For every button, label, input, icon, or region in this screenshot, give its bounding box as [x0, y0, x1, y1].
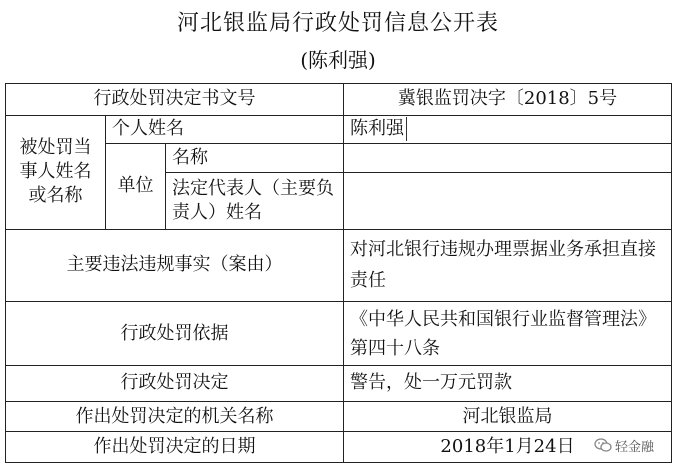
- unit-name-label: 名称: [166, 144, 344, 173]
- party-label: 被处罚当事人姓名或名称: [6, 115, 106, 229]
- page-title: 河北银监局行政处罚信息公开表: [176, 11, 499, 36]
- person-name-cell: [344, 115, 672, 144]
- decision-value: 警告，处一万元罚款: [344, 366, 672, 402]
- penalty-info-table: [5, 83, 672, 463]
- date-value: 2018年1月24日: [344, 432, 672, 463]
- facts-value: 对河北银行违规办理票据业务承担直接责任: [344, 229, 672, 301]
- decision-no-label: 行政处罚决定书文号: [6, 84, 344, 116]
- watermark-text: 轻金融: [615, 439, 655, 455]
- row-decision-no: [6, 84, 672, 116]
- basis-label: 行政处罚依据: [6, 301, 344, 365]
- unit-name-value: [344, 144, 672, 173]
- person-name-value: 陈利强: [350, 117, 407, 141]
- row-facts: [6, 229, 672, 301]
- row-authority: [6, 401, 672, 432]
- page-subtitle: (陈利强): [300, 48, 376, 72]
- facts-label: 主要违法违规事实（案由）: [6, 229, 344, 301]
- watermark: [594, 433, 654, 457]
- row-date: [6, 432, 672, 463]
- unit-label: 单位: [106, 144, 166, 230]
- decision-label: 行政处罚决定: [6, 366, 344, 402]
- row-person-name: [6, 115, 672, 144]
- basis-value: 《中华人民共和国银行业监督管理法》第四十八条: [344, 301, 672, 365]
- decision-no-value: 冀银监罚决字〔2018〕5号: [344, 84, 672, 116]
- wechat-bubble-icon: [594, 438, 612, 452]
- row-basis: [6, 301, 672, 365]
- row-decision: [6, 366, 672, 402]
- authority-label: 作出处罚决定的机关名称: [6, 401, 344, 432]
- person-name-label: 个人姓名: [106, 115, 344, 144]
- legal-rep-label: 法定代表人（主要负责人）姓名: [166, 172, 344, 229]
- row-unit-name: [6, 144, 672, 173]
- authority-value: 河北银监局: [344, 401, 672, 432]
- date-label: 作出处罚决定的日期: [6, 432, 344, 463]
- legal-rep-value: [344, 172, 672, 229]
